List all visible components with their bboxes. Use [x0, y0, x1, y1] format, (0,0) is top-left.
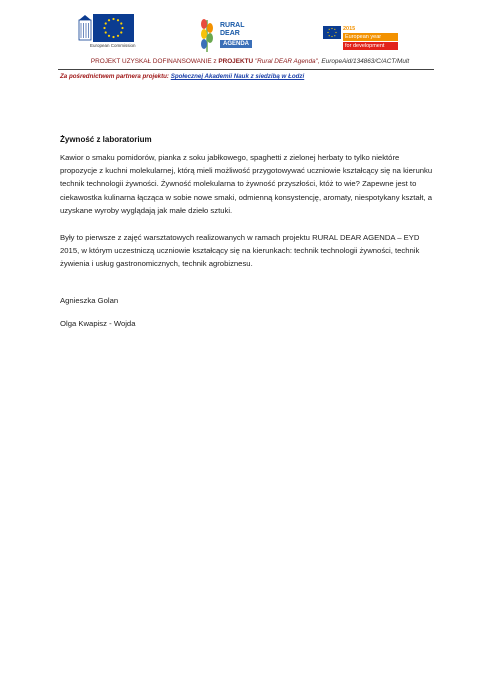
article-paragraph-1: Kawior o smaku pomidorów, pianka z soku jabłkowego, spaghetti z zielonej herbaty to tylko niektóre propozycje z kuchni molekularnej, którą mieli możliwość przygotowywać uczniowie kształcący się na kierunku technik technologii żywności. Żywność molekularna to żywność przyszłości, któż to wie? Zapewne jest to ciekawostka kulinarna łącząca w sobie nowe smaki, odmienną konsystencję, aromaty, niespotykany kształt, a uzyskane wyroby wyglądają jak małe dzieło sztuki.: [60, 153, 433, 215]
project-funding-line: [70, 58, 430, 65]
partner-prefix: Za pośrednictwem partnera projektu:: [60, 73, 171, 80]
author-name-2: Olga Kwapisz - Wojda: [60, 319, 136, 328]
article-paragraph-2: Były to pierwsze z zajęć warsztatowych realizowanych w ramach projektu RURAL DEAR AGENDA – EYD 2015, w którym uczestniczą uczniowie kształcący się na kierunkach: technik technologii żywności, technik żywienia i usług gastronomicznych, technik agrobiznesu.: [60, 233, 420, 269]
rural-dear-agenda-logo: [196, 12, 266, 56]
european-commission-logo: [78, 14, 134, 52]
eyd-line1: European year: [343, 33, 398, 41]
author-name-1: Agnieszka Golan: [60, 296, 119, 305]
wheat-icon: [196, 12, 218, 56]
project-prefix-bold: PROJEKTU: [218, 58, 254, 65]
partner-line: [60, 73, 304, 80]
project-prefix: PROJEKT UZYSKAŁ DOFINANSOWANIE z: [90, 58, 219, 65]
partner-link[interactable]: Społecznej Akademii Nauk z siedzibą w Łodzi: [170, 73, 305, 80]
ec-logo-caption: European Commission: [90, 43, 136, 48]
rural-logo-subtitle: AGENDA: [220, 40, 252, 48]
eyd-line2: for development: [343, 42, 398, 50]
rural-logo-title: RURAL DEAR: [220, 22, 245, 37]
project-name: "Rural DEAR Agenda",: [253, 58, 322, 65]
eu-flag-icon: [93, 14, 134, 42]
eyd-year-label: 2015: [343, 26, 356, 32]
eu-flag-small-icon: [323, 26, 341, 39]
ec-building-icon: [78, 14, 92, 42]
european-year-development-logo: [323, 26, 399, 52]
article-title: Żywność z laboratorium: [60, 135, 152, 144]
header-divider: [58, 69, 434, 70]
project-code: EuropeAid/134863/C/ACT/Mult: [321, 58, 410, 65]
